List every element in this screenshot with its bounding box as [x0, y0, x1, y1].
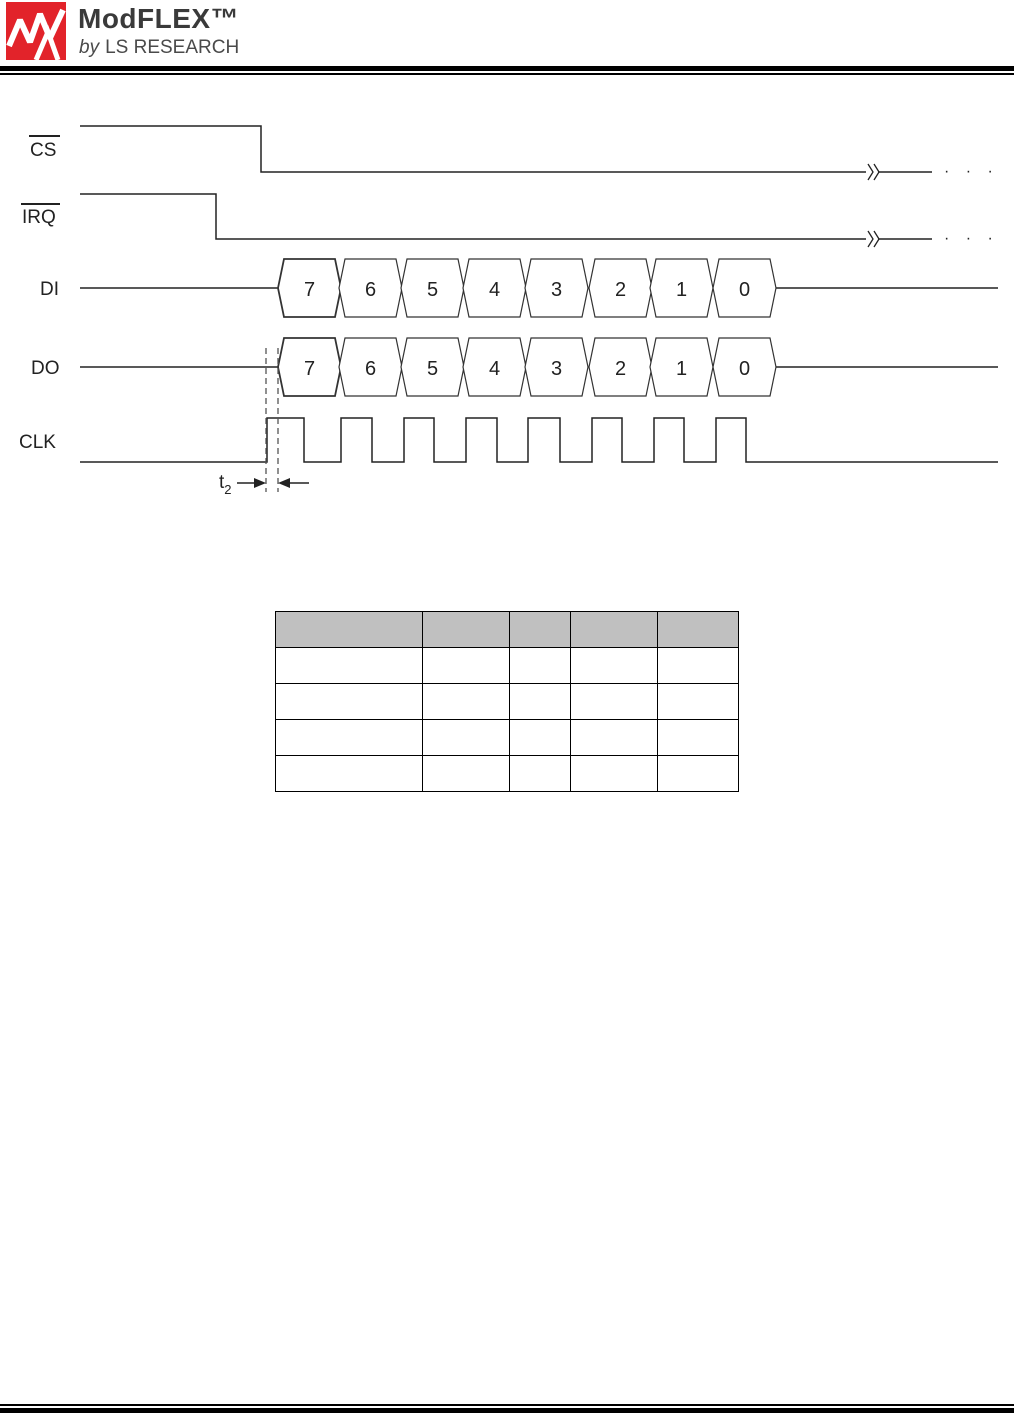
do-bit-label: 6 — [364, 358, 377, 380]
table-cell — [571, 756, 658, 792]
do-bit-label: 3 — [550, 358, 563, 380]
do-bit-label: 5 — [426, 358, 439, 380]
cs-waveform — [80, 126, 866, 172]
di-bit-label: 7 — [303, 279, 316, 301]
header-rule-thin — [0, 73, 1014, 75]
signal-label-di: DI — [40, 279, 59, 300]
table-cell — [276, 720, 423, 756]
do-bit-label: 2 — [614, 358, 627, 380]
t2-arrowhead-left — [254, 478, 266, 488]
table-header-cell — [571, 612, 658, 648]
table-header-cell — [658, 612, 739, 648]
table-cell — [423, 756, 510, 792]
table-row — [276, 756, 739, 792]
table-header-row — [276, 612, 739, 648]
table-cell — [658, 648, 739, 684]
do-bit-label: 7 — [303, 358, 316, 380]
spi-timing-diagram — [0, 100, 1014, 510]
table-row — [276, 720, 739, 756]
t2-label: $t_2$ — [219, 472, 232, 497]
footer-rule-thick — [0, 1408, 1014, 1413]
table-cell — [658, 756, 739, 792]
table-cell — [510, 648, 571, 684]
ls-research-logo-icon — [6, 2, 66, 60]
di-bit-label: 6 — [364, 279, 377, 301]
table-cell — [510, 756, 571, 792]
table-cell — [276, 648, 423, 684]
irq-break-icon — [868, 231, 879, 247]
brand-company: LS RESEARCH — [105, 37, 240, 58]
signal-label-cs: CS — [30, 140, 57, 161]
timing-spec-table — [275, 611, 739, 792]
do-bit-label: 1 — [675, 358, 688, 380]
di-bit-label: 0 — [738, 279, 751, 301]
page-header — [0, 0, 1014, 80]
brand-by: by — [79, 37, 100, 58]
signal-label-clk: CLK — [19, 432, 56, 453]
cs-break-icon — [868, 164, 879, 180]
table-header-cell — [276, 612, 423, 648]
table-cell — [276, 756, 423, 792]
table-cell — [423, 684, 510, 720]
table-cell — [571, 720, 658, 756]
table-cell — [510, 720, 571, 756]
table-cell — [423, 648, 510, 684]
header-rule-thick — [0, 66, 1014, 71]
table-header-cell — [510, 612, 571, 648]
table-cell — [571, 684, 658, 720]
di-bit-label: 5 — [426, 279, 439, 301]
brand-title: ModFLEX™ — [78, 3, 240, 34]
do-bit-label: 0 — [738, 358, 751, 380]
di-bit-label: 1 — [675, 279, 688, 301]
table-cell — [423, 720, 510, 756]
clk-waveform — [80, 418, 998, 462]
signal-label-irq: IRQ — [22, 207, 56, 228]
do-bit-label: 4 — [488, 358, 501, 380]
table-cell — [658, 720, 739, 756]
t2-arrowhead-right — [278, 478, 290, 488]
di-bit-cells — [278, 259, 776, 317]
footer-rule-thin — [0, 1404, 1014, 1406]
table-cell — [276, 684, 423, 720]
cs-continuation: · · · — [944, 163, 999, 180]
signal-label-do: DO — [31, 358, 60, 379]
do-bit-cells — [278, 338, 776, 396]
table-row — [276, 684, 739, 720]
table-cell — [510, 684, 571, 720]
di-bit-label: 4 — [488, 279, 501, 301]
di-bit-label: 2 — [614, 279, 627, 301]
table-cell — [571, 648, 658, 684]
table-row — [276, 648, 739, 684]
table-header-cell — [423, 612, 510, 648]
di-bit-label: 3 — [550, 279, 563, 301]
irq-continuation: · · · — [944, 230, 999, 247]
brand-subtitle — [79, 37, 239, 59]
irq-waveform — [80, 194, 866, 239]
table-cell — [658, 684, 739, 720]
